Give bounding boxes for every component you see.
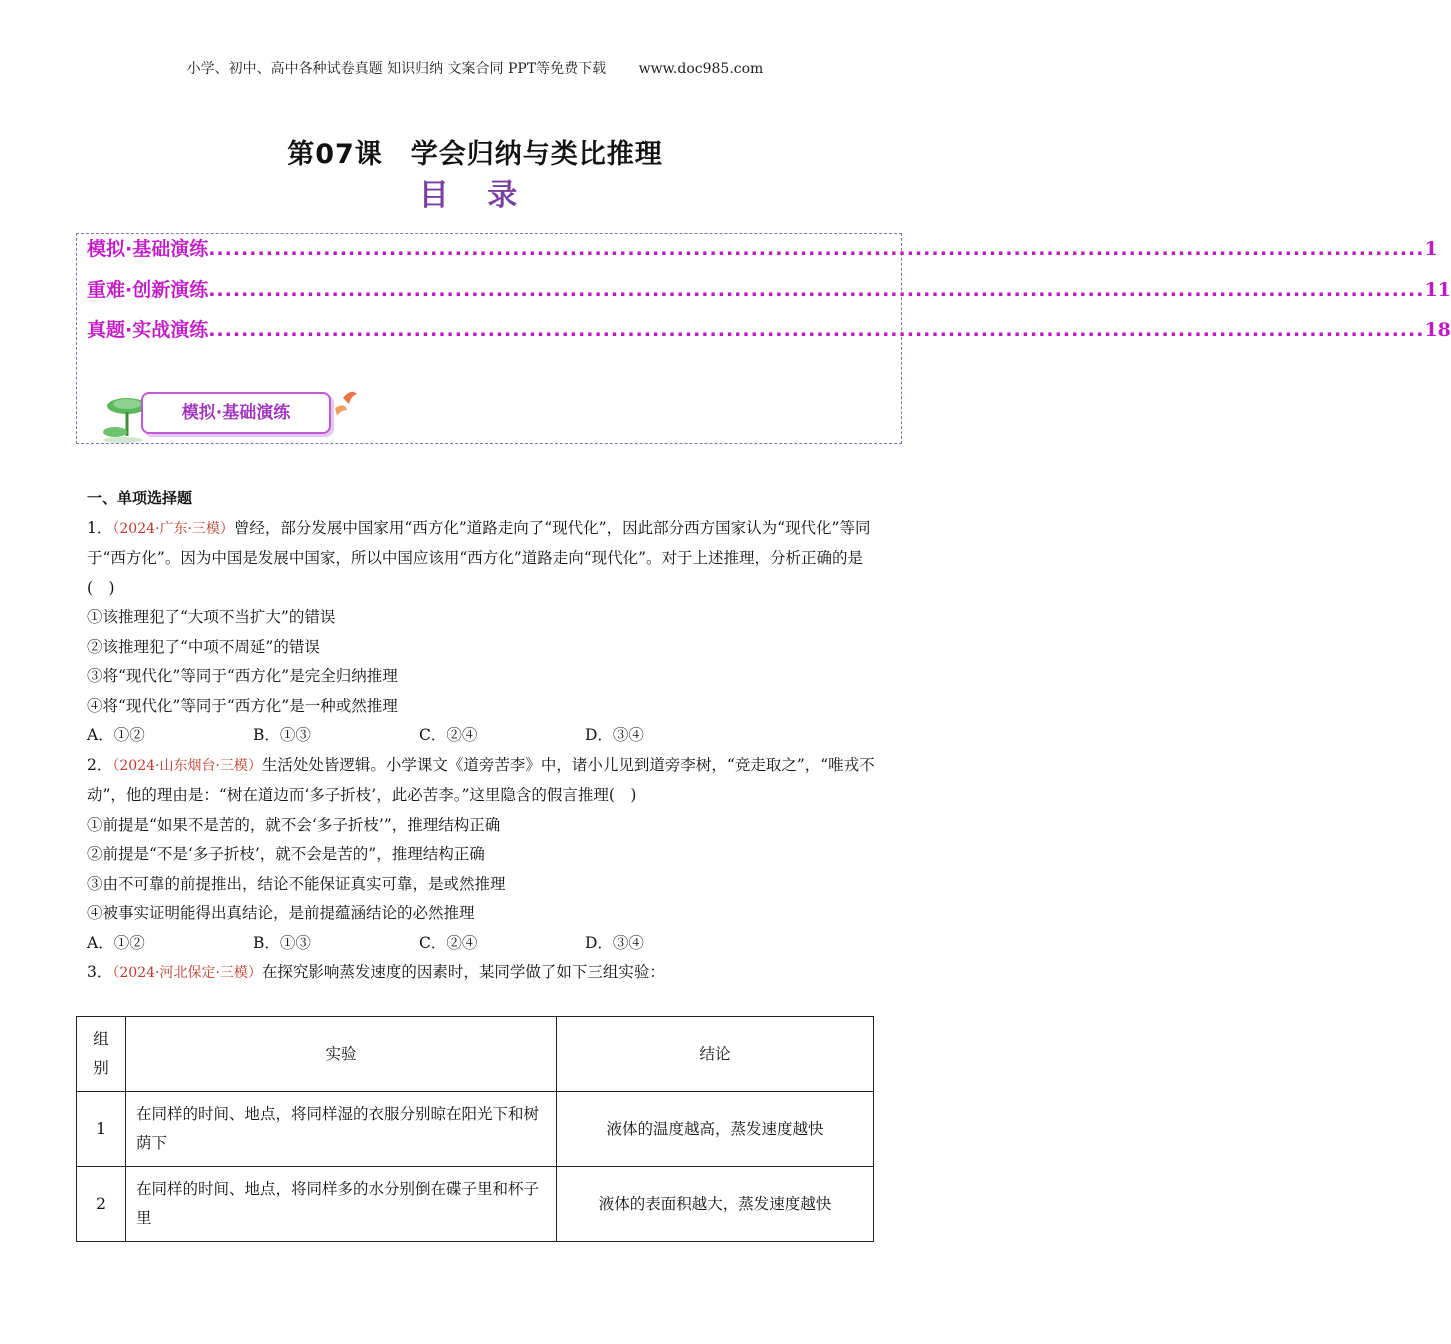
choice-d[interactable]: D．③④ <box>585 933 644 952</box>
table-cell: 在同样的时间、地点，将同样湿的衣服分别晾在阳光下和树荫下 <box>126 1092 557 1167</box>
question-stem: 生活处处皆逻辑。小学课文《道旁苦李》中，诸小儿见到道旁李树，“竞走取之”，“唯戎不动”，他的理由是：“树在道边而‘多子折枝’，此必苦李。”这里隐含的假言推理( ) <box>87 755 875 804</box>
question-stem: 曾经，部分发展中国家用“西方化”道路走向了“现代化”，因此部分西方国家认为“现代化”等同于“西方化”。因为中国是发展中国家，所以中国应该用“西方化”道路走向“现代化”。对于上述推理，分析正确的是( ) <box>87 518 871 597</box>
table-of-contents <box>76 233 1451 444</box>
answer-choices <box>87 721 877 751</box>
question-2: 2．（2024·山东烟台·三模）生活处处皆逻辑。小学课文《道旁苦李》中，诸小儿见到道旁李树，“竞走取之”，“唯戎不动”，他的理由是：“树在道边而‘多子折枝’，此必苦李。”这里隐含的假言推理( ) <box>87 755 875 804</box>
option: ②该推理犯了“中项不周延”的错误 <box>87 637 320 656</box>
question-source: （2024·河北保定·三模） <box>112 965 262 981</box>
option: ③将“现代化”等同于“西方化”是完全归纳推理 <box>87 667 398 685</box>
option: ②前提是“不是‘多子折枝’，就不会是苦的”，推理结构正确 <box>87 845 485 863</box>
toc-item-basic[interactable]: 模拟·基础演练 .................................................................................................................................................... 1 <box>87 234 867 261</box>
header-site[interactable]: www.doc985.com <box>638 61 764 77</box>
choice-b[interactable]: B．①③ <box>253 726 311 744</box>
question-3: 3．（2024·河北保定·三模）在探究影响蒸发速度的因素时，某同学做了如下三组实验： <box>87 963 665 981</box>
option: ③由不可靠的前提推出，结论不能保证真实可靠，是或然推理 <box>87 874 506 893</box>
toc-item-practice[interactable]: 真题·实战演练 .................................................................................................................................................... 18 <box>87 315 867 342</box>
table-header: 结论 <box>557 1017 874 1092</box>
question-source: （2024·广东·三模） <box>112 520 234 537</box>
table-cell: 液体的表面积越大，蒸发速度越快 <box>557 1167 874 1242</box>
toc-item-page: 18 <box>1424 319 1451 341</box>
choice-c[interactable]: C．②④ <box>419 933 478 952</box>
section-banner <box>97 384 367 444</box>
table-cell: 1 <box>77 1092 126 1167</box>
option: ①该推理犯了“大项不当扩大”的错误 <box>87 608 336 626</box>
question-list <box>87 484 877 989</box>
option: ①前提是“如果不是苦的，就不会‘多子折枝’”，推理结构正确 <box>87 815 501 834</box>
header-text: 小学、初中、高中各种试卷真题 知识归纳 文案合同 PPT等免费下载 <box>186 61 607 77</box>
question-1: 1．（2024·广东·三模）曾经，部分发展中国家用“西方化”道路走向了“现代化”，因此部分西方国家认为“现代化”等同于“西方化”。因为中国是发展中国家，所以中国应该用“西方化”道路走向“现代化”。对于上述推理，分析正确的是( ) <box>87 518 871 597</box>
toc-item-page: 1 <box>1424 238 1438 260</box>
experiment-table <box>76 1016 874 1242</box>
option: ④将“现代化”等同于“西方化”是一种或然推理 <box>87 696 398 715</box>
toc-item-label: 重难·创新演练 <box>87 279 209 301</box>
page-title: 第07课 学会归纳与类比推理 <box>287 139 663 170</box>
table-row <box>77 1167 874 1242</box>
choice-a[interactable]: A．①② <box>87 933 145 952</box>
toc-title: 目 录 <box>418 178 532 213</box>
answer-choices <box>87 929 877 959</box>
table-cell: 2 <box>77 1167 126 1242</box>
choice-c[interactable]: C．②④ <box>419 726 478 744</box>
choice-a[interactable]: A．①② <box>87 726 145 744</box>
choice-b[interactable]: B．①③ <box>253 933 311 952</box>
table-header: 组别 <box>77 1017 126 1092</box>
option: ④被事实证明能得出真结论，是前提蕴涵结论的必然推理 <box>87 904 475 922</box>
table-header-row <box>77 1017 874 1092</box>
toc-item-label: 真题·实战演练 <box>87 319 209 341</box>
section-title: 一、单项选择题 <box>87 489 193 507</box>
banner-label: 模拟·基础演练 <box>181 403 291 423</box>
question-stem: 在探究影响蒸发速度的因素时，某同学做了如下三组实验： <box>261 963 665 981</box>
table-cell: 液体的温度越高，蒸发速度越快 <box>557 1092 874 1167</box>
table-header: 实验 <box>126 1017 557 1092</box>
page-header <box>0 58 950 78</box>
toc-item-label: 模拟·基础演练 <box>87 238 209 260</box>
table-row <box>77 1092 874 1167</box>
toc-item-page: 11 <box>1424 279 1451 301</box>
choice-d[interactable]: D．③④ <box>585 726 644 744</box>
toc-item-innovation[interactable]: 重难·创新演练 .................................................................................................................................................... 11 <box>87 275 867 302</box>
table-cell: 在同样的时间、地点，将同样多的水分别倒在碟子里和杯子里 <box>126 1167 557 1242</box>
question-source: （2024·山东烟台·三模） <box>112 757 262 774</box>
